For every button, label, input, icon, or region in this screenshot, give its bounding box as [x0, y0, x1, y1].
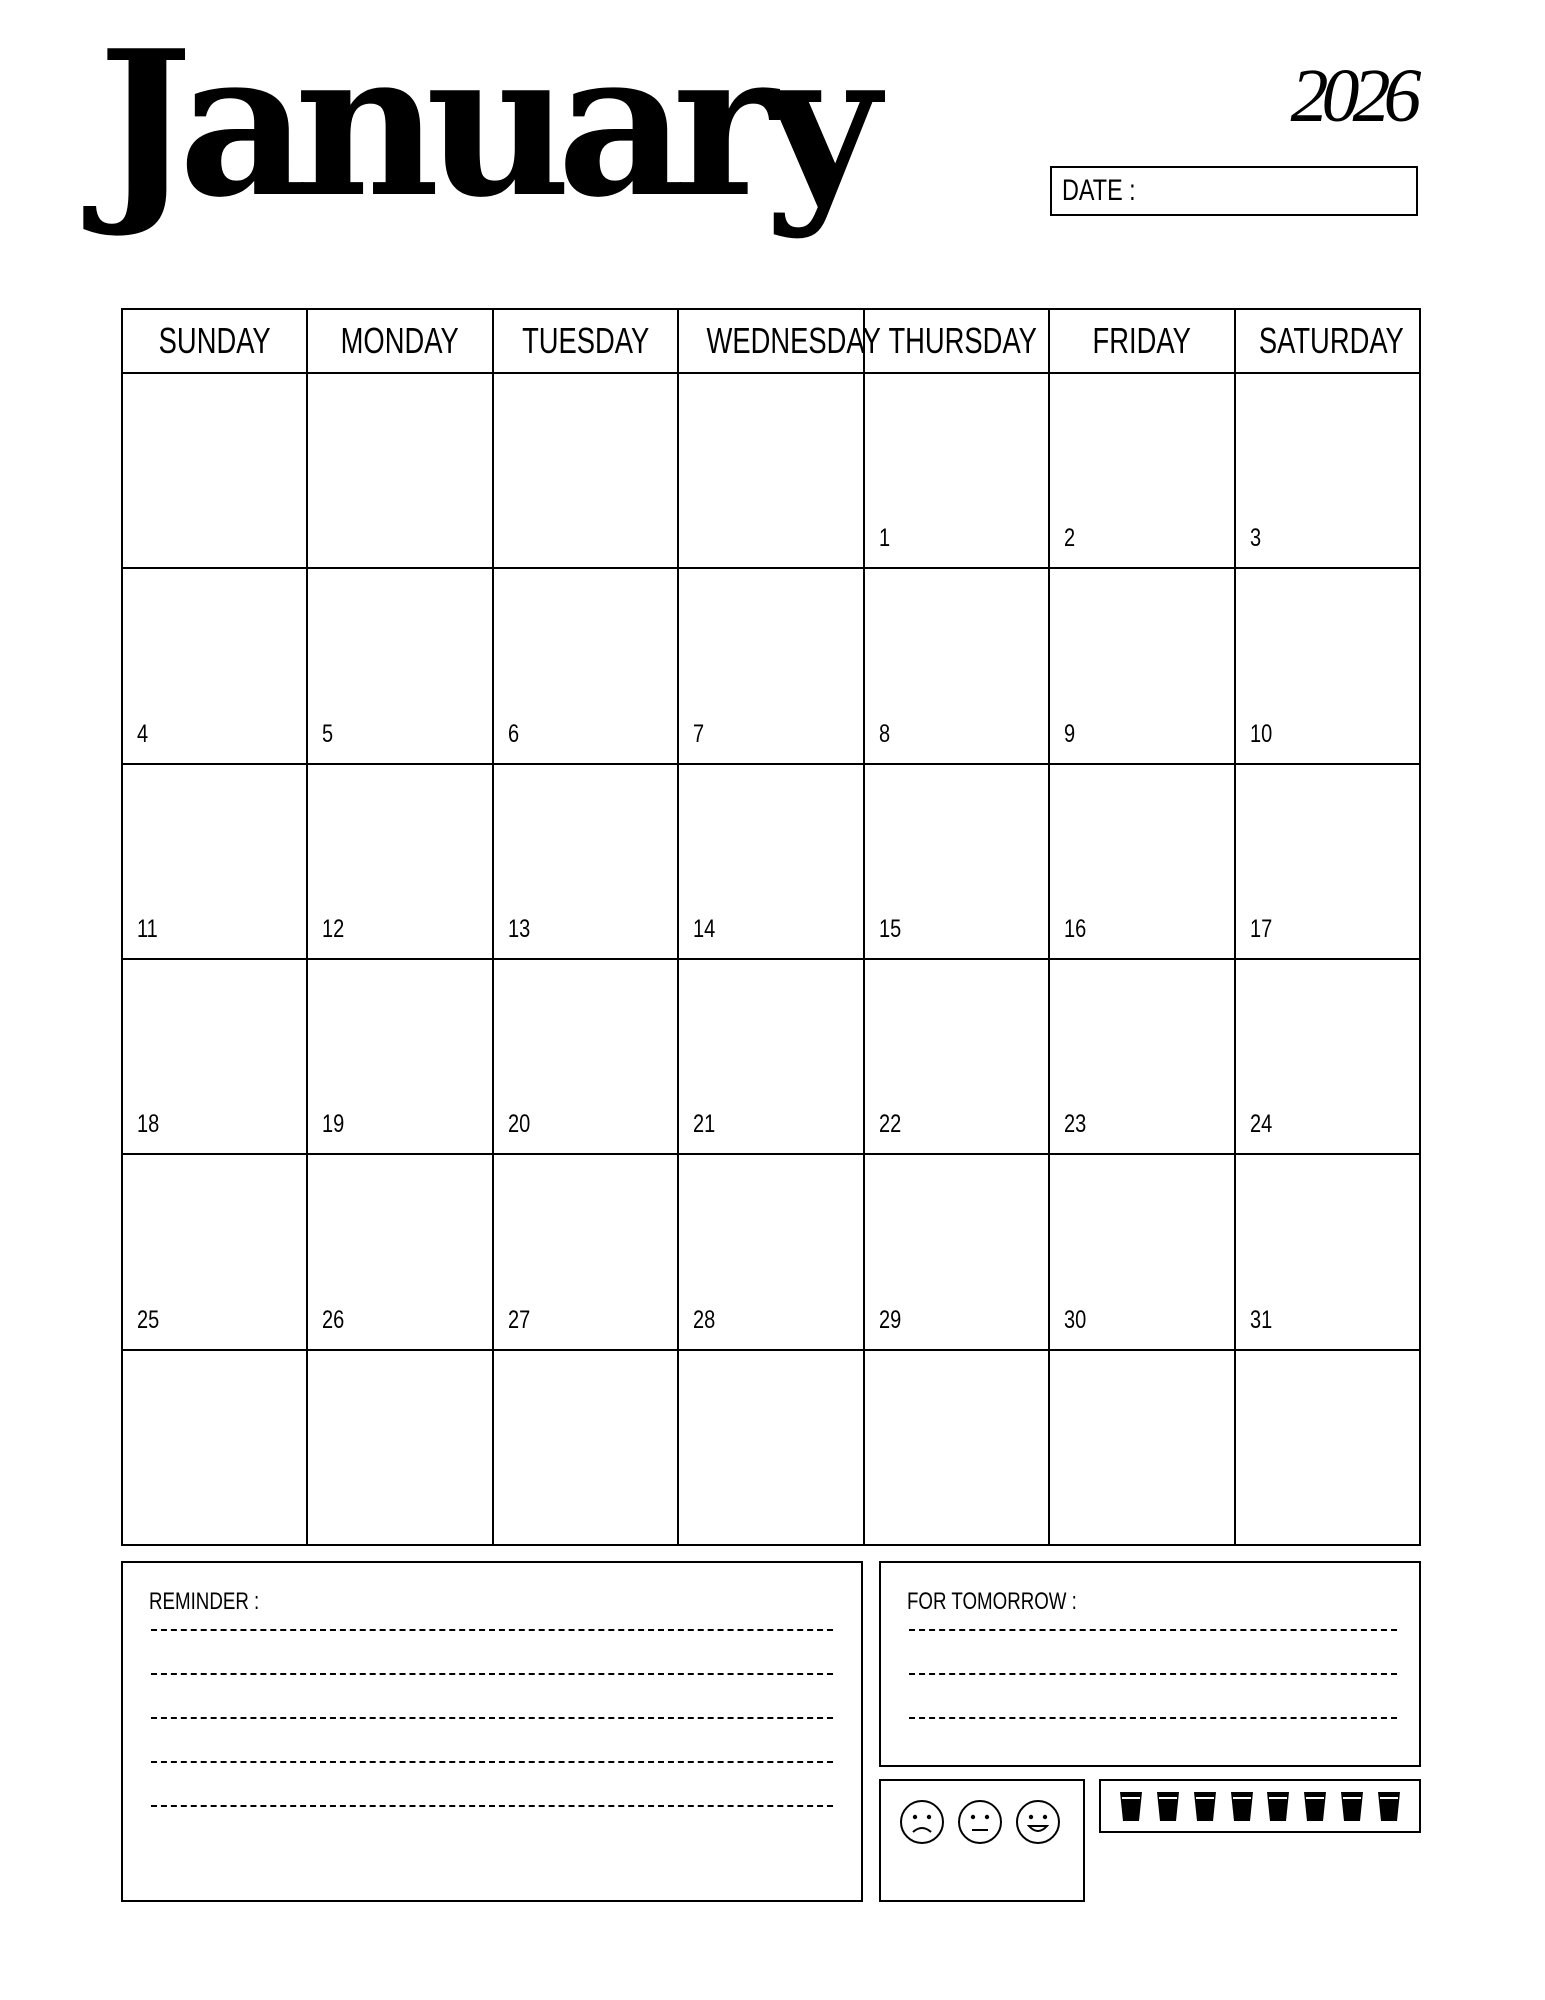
day-number: 11 [137, 914, 158, 943]
day-number: 2 [1064, 524, 1076, 553]
calendar-day-cell[interactable] [122, 568, 307, 763]
day-number: 5 [322, 719, 334, 748]
calendar-day-cell[interactable] [1235, 568, 1420, 763]
calendar-body [122, 373, 1420, 1545]
water-glass-icon[interactable] [1119, 1790, 1143, 1822]
calendar-day-cell[interactable] [678, 764, 863, 959]
water-glass-icon[interactable] [1230, 1790, 1254, 1822]
calendar-day-cell[interactable] [307, 764, 492, 959]
reminder-line[interactable] [151, 1673, 833, 1675]
reminder-line[interactable] [151, 1717, 833, 1719]
calendar-day-cell[interactable] [678, 1350, 863, 1545]
for-tomorrow-line[interactable] [909, 1717, 1397, 1719]
calendar-day-cell[interactable] [678, 959, 863, 1154]
calendar-day-cell[interactable] [1235, 373, 1420, 568]
calendar-day-cell[interactable] [1235, 1350, 1420, 1545]
day-number: 16 [1064, 914, 1087, 943]
calendar-day-cell[interactable] [122, 1154, 307, 1349]
day-number: 26 [322, 1305, 345, 1334]
happy-face-icon[interactable] [1015, 1799, 1061, 1845]
reminder-line[interactable] [151, 1629, 833, 1631]
day-number: 25 [137, 1305, 160, 1334]
day-number: 1 [878, 524, 890, 553]
calendar-day-cell[interactable] [493, 764, 678, 959]
day-number: 27 [507, 1305, 531, 1334]
calendar-day-cell[interactable] [1235, 764, 1420, 959]
weekday-header: MONDAY [307, 309, 492, 373]
calendar-day-cell[interactable] [678, 568, 863, 763]
calendar-week-row [122, 373, 1420, 568]
calendar-day-cell[interactable] [1049, 373, 1234, 568]
weekday-header: WEDNESDAY [678, 309, 863, 373]
calendar-day-cell[interactable] [307, 568, 492, 763]
calendar-day-cell[interactable] [864, 764, 1049, 959]
for-tomorrow-label: FOR TOMORROW : [907, 1588, 1077, 1615]
day-number: 13 [507, 914, 531, 943]
weekday-header: FRIDAY [1049, 309, 1234, 373]
calendar-day-cell[interactable] [122, 373, 307, 568]
calendar-day-cell[interactable] [864, 568, 1049, 763]
calendar-day-cell[interactable] [307, 1350, 492, 1545]
calendar-day-cell[interactable] [864, 1350, 1049, 1545]
day-number: 29 [878, 1305, 901, 1334]
calendar-day-cell[interactable] [1049, 1350, 1234, 1545]
for-tomorrow-line[interactable] [909, 1629, 1397, 1631]
calendar-day-cell[interactable] [493, 373, 678, 568]
calendar-day-cell[interactable] [678, 373, 863, 568]
day-number: 3 [1249, 524, 1261, 553]
water-glass-icon[interactable] [1193, 1790, 1217, 1822]
day-number: 10 [1249, 719, 1272, 748]
day-number: 22 [878, 1110, 901, 1139]
day-number: 30 [1064, 1305, 1087, 1334]
mood-tracker [879, 1779, 1085, 1902]
for-tomorrow-box[interactable] [879, 1561, 1421, 1767]
calendar-day-cell[interactable] [493, 568, 678, 763]
sad-face-icon[interactable] [899, 1799, 945, 1845]
water-tracker [1099, 1779, 1421, 1833]
day-number: 19 [322, 1110, 345, 1139]
weekday-header: TUESDAY [493, 309, 678, 373]
water-glass-icon[interactable] [1340, 1790, 1364, 1822]
reminder-box[interactable] [121, 1561, 863, 1902]
calendar-week-row [122, 568, 1420, 763]
day-number: 8 [878, 719, 890, 748]
day-number: 4 [137, 719, 149, 748]
calendar-day-cell[interactable] [1049, 764, 1234, 959]
weekday-header: SATURDAY [1235, 309, 1420, 373]
reminder-line[interactable] [151, 1805, 833, 1807]
calendar-day-cell[interactable] [864, 1154, 1049, 1349]
calendar-day-cell[interactable] [307, 1154, 492, 1349]
water-glass-icon[interactable] [1156, 1790, 1180, 1822]
calendar-day-cell[interactable] [1235, 1154, 1420, 1349]
calendar-day-cell[interactable] [493, 1350, 678, 1545]
weekday-header: SUNDAY [122, 309, 307, 373]
calendar-day-cell[interactable] [307, 959, 492, 1154]
date-label: DATE : [1062, 174, 1136, 207]
year-label: 2026 [1290, 54, 1415, 138]
calendar-day-cell[interactable] [307, 373, 492, 568]
calendar-day-cell[interactable] [493, 1154, 678, 1349]
calendar-day-cell[interactable] [122, 1350, 307, 1545]
calendar-grid [121, 308, 1421, 1546]
day-number: 17 [1249, 914, 1272, 943]
day-number: 7 [693, 719, 705, 748]
calendar-week-row [122, 1350, 1420, 1545]
calendar-day-cell[interactable] [122, 959, 307, 1154]
calendar-day-cell[interactable] [493, 959, 678, 1154]
calendar-day-cell[interactable] [864, 373, 1049, 568]
calendar-week-row [122, 959, 1420, 1154]
day-number: 31 [1249, 1305, 1272, 1334]
calendar-day-cell[interactable] [1049, 959, 1234, 1154]
day-number: 9 [1064, 719, 1076, 748]
calendar-day-cell[interactable] [864, 959, 1049, 1154]
calendar-day-cell[interactable] [1235, 959, 1420, 1154]
calendar-day-cell[interactable] [678, 1154, 863, 1349]
day-number: 28 [693, 1305, 716, 1334]
calendar-week-row [122, 1154, 1420, 1349]
day-number: 20 [507, 1110, 531, 1139]
calendar-day-cell[interactable] [1049, 568, 1234, 763]
day-number: 6 [507, 719, 519, 748]
month-title: January [98, 7, 867, 242]
weekday-header-row [122, 309, 1420, 373]
neutral-face-icon[interactable] [957, 1799, 1003, 1845]
day-number: 18 [137, 1110, 160, 1139]
water-glass-icon[interactable] [1266, 1790, 1290, 1822]
water-glass-icon[interactable] [1303, 1790, 1327, 1822]
for-tomorrow-line[interactable] [909, 1673, 1397, 1675]
calendar-week-row [122, 764, 1420, 959]
day-number: 23 [1064, 1110, 1087, 1139]
reminder-line[interactable] [151, 1761, 833, 1763]
day-number: 21 [693, 1110, 716, 1139]
day-number: 14 [693, 914, 716, 943]
water-glass-icon[interactable] [1377, 1790, 1401, 1822]
calendar-day-cell[interactable] [122, 764, 307, 959]
calendar-day-cell[interactable] [1049, 1154, 1234, 1349]
day-number: 24 [1249, 1110, 1272, 1139]
weekday-header: THURSDAY [864, 309, 1049, 373]
date-field[interactable] [1050, 166, 1418, 216]
day-number: 12 [322, 914, 345, 943]
reminder-label: REMINDER : [149, 1588, 260, 1615]
day-number: 15 [878, 914, 901, 943]
